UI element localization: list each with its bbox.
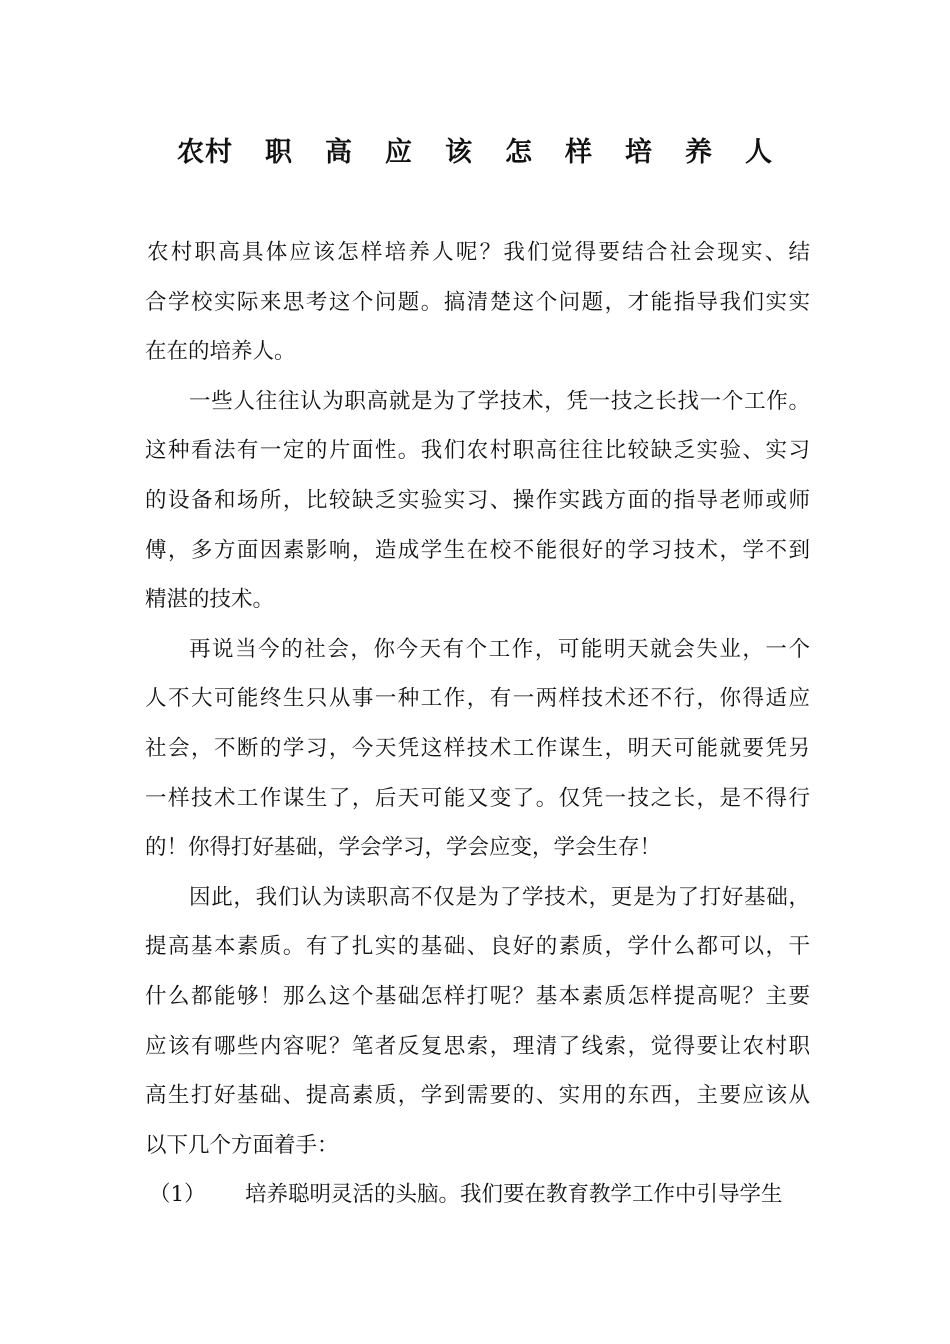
text-line: 在在的培养人。 bbox=[145, 339, 296, 365]
text-line: 的设备和场所，比较缺乏实验实习、操作实践方面的指导老师或师 bbox=[145, 487, 810, 513]
text-line: 一样技术工作谋生了，后天可能又变了。仅凭一技之长，是不得行 bbox=[145, 785, 810, 811]
text-line: 傅，多方面因素影响，造成学生在校不能很好的学习技术，学不到 bbox=[145, 537, 810, 563]
text-line: 的！你得打好基础，学会学习，学会应变，学会生存！ bbox=[145, 835, 662, 861]
title-segment: 应 bbox=[385, 137, 413, 168]
title-segment: 人 bbox=[745, 137, 773, 168]
title-segment: 样 bbox=[565, 137, 593, 168]
title-segment: 养 bbox=[685, 137, 713, 168]
list-item-text: 培养聪明灵活的头脑。我们要在教育教学工作中引导学生 bbox=[245, 1182, 783, 1208]
title-segment: 怎 bbox=[505, 137, 533, 168]
text-line: 社会，不断的学习，今天凭这样技术工作谋生，明天可能就要凭另 bbox=[145, 735, 810, 761]
text-line: 高生打好基础、提高素质，学到需要的、实用的东西，主要应该从 bbox=[145, 1083, 810, 1109]
text-line: 这种看法有一定的片面性。我们农村职高往往比较缺乏实验、实习 bbox=[145, 438, 810, 464]
list-item-number: （1） bbox=[149, 1182, 206, 1208]
title-segment: 农村 bbox=[177, 137, 233, 168]
text-line: 什么都能够！那么这个基础怎样打呢？基本素质怎样提高呢？主要 bbox=[145, 983, 810, 1009]
text-line: 再说当今的社会，你今天有个工作，可能明天就会失业，一个 bbox=[189, 636, 810, 662]
document-title bbox=[0, 133, 950, 173]
document-body bbox=[145, 228, 810, 1220]
title-segment: 职 bbox=[265, 137, 293, 168]
text-line: 人不大可能终生只从事一种工作，有一两样技术还不行，你得适应 bbox=[145, 686, 810, 712]
text-line: 合学校实际来思考这个问题。搞清楚这个问题，才能指导我们实实 bbox=[145, 289, 810, 315]
text-line: 以下几个方面着手： bbox=[145, 1132, 339, 1158]
title-segment: 培 bbox=[625, 137, 653, 168]
text-line: 农村职高具体应该怎样培养人呢？我们觉得要结合社会现实、结 bbox=[147, 240, 810, 265]
list-item bbox=[145, 1170, 810, 1220]
text-line: 因此，我们认为读职高不仅是为了学技术，更是为了打好基础， bbox=[189, 884, 810, 910]
title-segment: 高 bbox=[325, 137, 353, 168]
text-line: 精湛的技术。 bbox=[145, 587, 275, 613]
title-segment: 该 bbox=[445, 137, 473, 168]
text-line: 一些人往往认为职高就是为了学技术，凭一技之长找一个工作。 bbox=[189, 388, 810, 414]
text-line: 应该有哪些内容呢？笔者反复思索，理清了线索，觉得要让农村职 bbox=[145, 1033, 810, 1059]
text-line: 提高基本素质。有了扎实的基础、良好的素质，学什么都可以，干 bbox=[145, 934, 810, 960]
